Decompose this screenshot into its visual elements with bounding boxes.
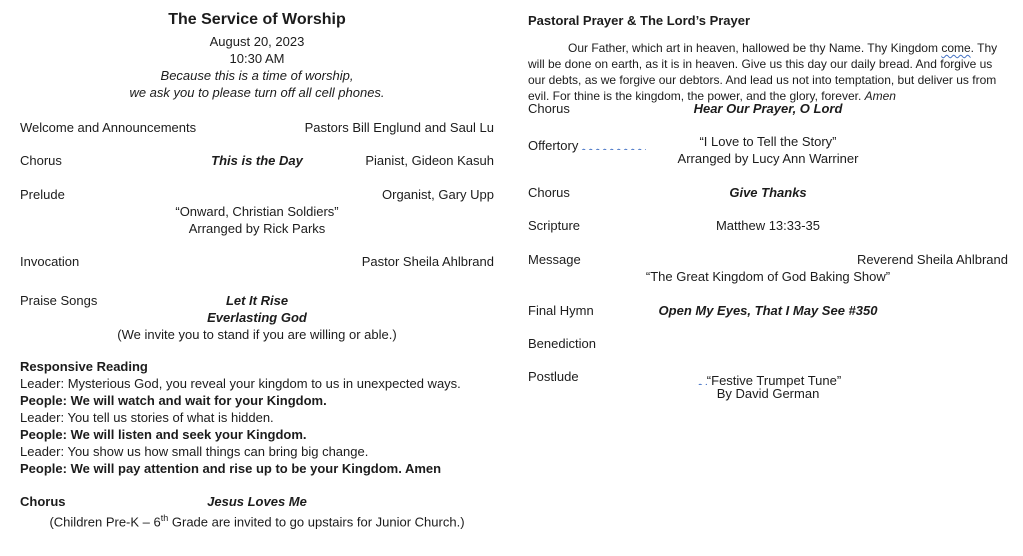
benediction-label: Benediction xyxy=(528,336,596,351)
chorus1-label: Chorus xyxy=(20,153,62,168)
right-chorus1-label: Chorus xyxy=(528,101,570,116)
scripture-row xyxy=(528,217,1008,234)
message-label: Message xyxy=(528,252,581,267)
praise-standing-note: (We invite you to stand if you are willing or able.) xyxy=(117,327,397,342)
service-time: 10:30 AM xyxy=(229,51,285,66)
chorus1-names: Pianist, Gideon Kasuh xyxy=(365,153,494,168)
invocation-row xyxy=(20,253,494,270)
right-column xyxy=(528,0,1008,556)
responsive-line-leader-3: Leader: You show us how small things can bring big change. xyxy=(20,444,369,459)
postlude-composer: By David German xyxy=(716,386,820,401)
invocation-label: Invocation xyxy=(20,254,80,269)
lords-prayer-amen: Amen xyxy=(864,89,896,103)
header-note-line2: we ask you to please turn off all cell phones. xyxy=(129,85,385,100)
junior-church-note-post: Grade are invited to go upstairs for Junior Church.) xyxy=(168,514,465,530)
final-hymn-title: Open My Eyes, That I May See #350 xyxy=(658,303,878,318)
message-row xyxy=(528,251,1008,268)
lords-prayer-after: . Thy will be done on earth, as it is in heaven. Give us this day our daily bread. And forgive us our debts, as we forgive our debtors. And lead us not into temptation, but deliver us from evil. For thine is the kingdom, the power, and the glory, forever. xyxy=(528,41,998,103)
right-chorus2-row xyxy=(528,184,1008,201)
welcome-label: Welcome and Announcements xyxy=(20,120,197,135)
postlude-row xyxy=(528,368,1008,388)
final-hymn-label: Final Hymn xyxy=(528,303,594,318)
prelude-arranger: Arranged by Rick Parks xyxy=(188,221,326,236)
junior-church-note-pre: (Children Pre-K – 6 xyxy=(49,514,161,530)
chorus2-song-title: Jesus Loves Me xyxy=(207,494,307,509)
invocation-names: Pastor Sheila Ahlbrand xyxy=(361,254,494,269)
lords-prayer-before: Our Father, which art in heaven, hallowed be thy Name. Thy Kingdom xyxy=(568,41,942,55)
responsive-line-leader-1: Leader: Mysterious God, you reveal your kingdom to us in unexpected ways. xyxy=(20,376,461,391)
welcome-names: Pastors Bill Englund and Saul Lu xyxy=(304,120,494,135)
right-chorus1-row xyxy=(528,100,1008,117)
message-names: Reverend Sheila Ahlbrand xyxy=(856,252,1008,267)
spellcheck-flagged-word: come xyxy=(941,41,971,55)
message-title: “The Great Kingdom of God Baking Show” xyxy=(645,269,891,284)
service-title: The Service of Worship xyxy=(168,11,346,28)
service-date: August 20, 2023 xyxy=(209,34,305,49)
final-hymn-row xyxy=(528,302,1008,319)
chorus2-row xyxy=(20,493,494,510)
offertory-arranger: Arranged by Lucy Ann Warriner xyxy=(677,151,859,166)
right-chorus1-song-title: Hear Our Prayer, O Lord xyxy=(693,101,843,116)
postlude-piece: “Festive Trumpet Tune” xyxy=(706,373,842,388)
scripture-reference: Matthew 13:33-35 xyxy=(715,218,821,233)
right-chorus2-label: Chorus xyxy=(528,185,570,200)
scripture-label: Scripture xyxy=(528,218,581,233)
offertory-label-text: Offertory xyxy=(528,138,579,153)
chorus1-row xyxy=(20,152,494,169)
welcome-row xyxy=(20,119,494,136)
spellcheck-blank-squiggle xyxy=(578,133,646,150)
prelude-row xyxy=(20,186,494,203)
praise-song1: Let It Rise xyxy=(225,293,289,308)
prelude-piece: “Onward, Christian Soldiers” xyxy=(175,204,339,219)
responsive-line-people-2: People: We will listen and seek your Kingdom. xyxy=(20,427,307,442)
chorus2-label: Chorus xyxy=(20,494,66,509)
responsive-line-leader-2: Leader: You tell us stories of what is hidden. xyxy=(20,410,274,425)
spellcheck-blank-squiggle-small xyxy=(695,368,707,385)
responsive-reading-heading: Responsive Reading xyxy=(20,359,148,374)
praise-song2: Everlasting God xyxy=(207,310,307,325)
header-note-line1: Because this is a time of worship, xyxy=(160,68,354,83)
lords-prayer-text xyxy=(528,40,1008,104)
left-column xyxy=(20,0,494,556)
prelude-names: Organist, Gary Upp xyxy=(382,187,494,202)
praise-songs-label: Praise Songs xyxy=(20,293,98,308)
benediction-row xyxy=(528,335,1008,352)
offertory-row xyxy=(528,133,1008,153)
junior-church-note-sup: th xyxy=(160,513,169,523)
pastoral-prayer-heading: Pastoral Prayer & The Lord’s Prayer xyxy=(528,13,751,28)
offertory-piece: “I Love to Tell the Story” xyxy=(699,134,837,149)
postlude-label: Postlude xyxy=(528,369,579,384)
right-chorus2-song-title: Give Thanks xyxy=(729,185,807,200)
praise-songs-row xyxy=(20,292,494,309)
prelude-label: Prelude xyxy=(20,187,65,202)
responsive-line-people-3: People: We will pay attention and rise up to be your Kingdom. Amen xyxy=(20,461,442,476)
responsive-line-people-1: People: We will watch and wait for your Kingdom. xyxy=(20,393,327,408)
junior-church-note xyxy=(20,510,494,530)
chorus1-song-title: This is the Day xyxy=(211,153,303,168)
